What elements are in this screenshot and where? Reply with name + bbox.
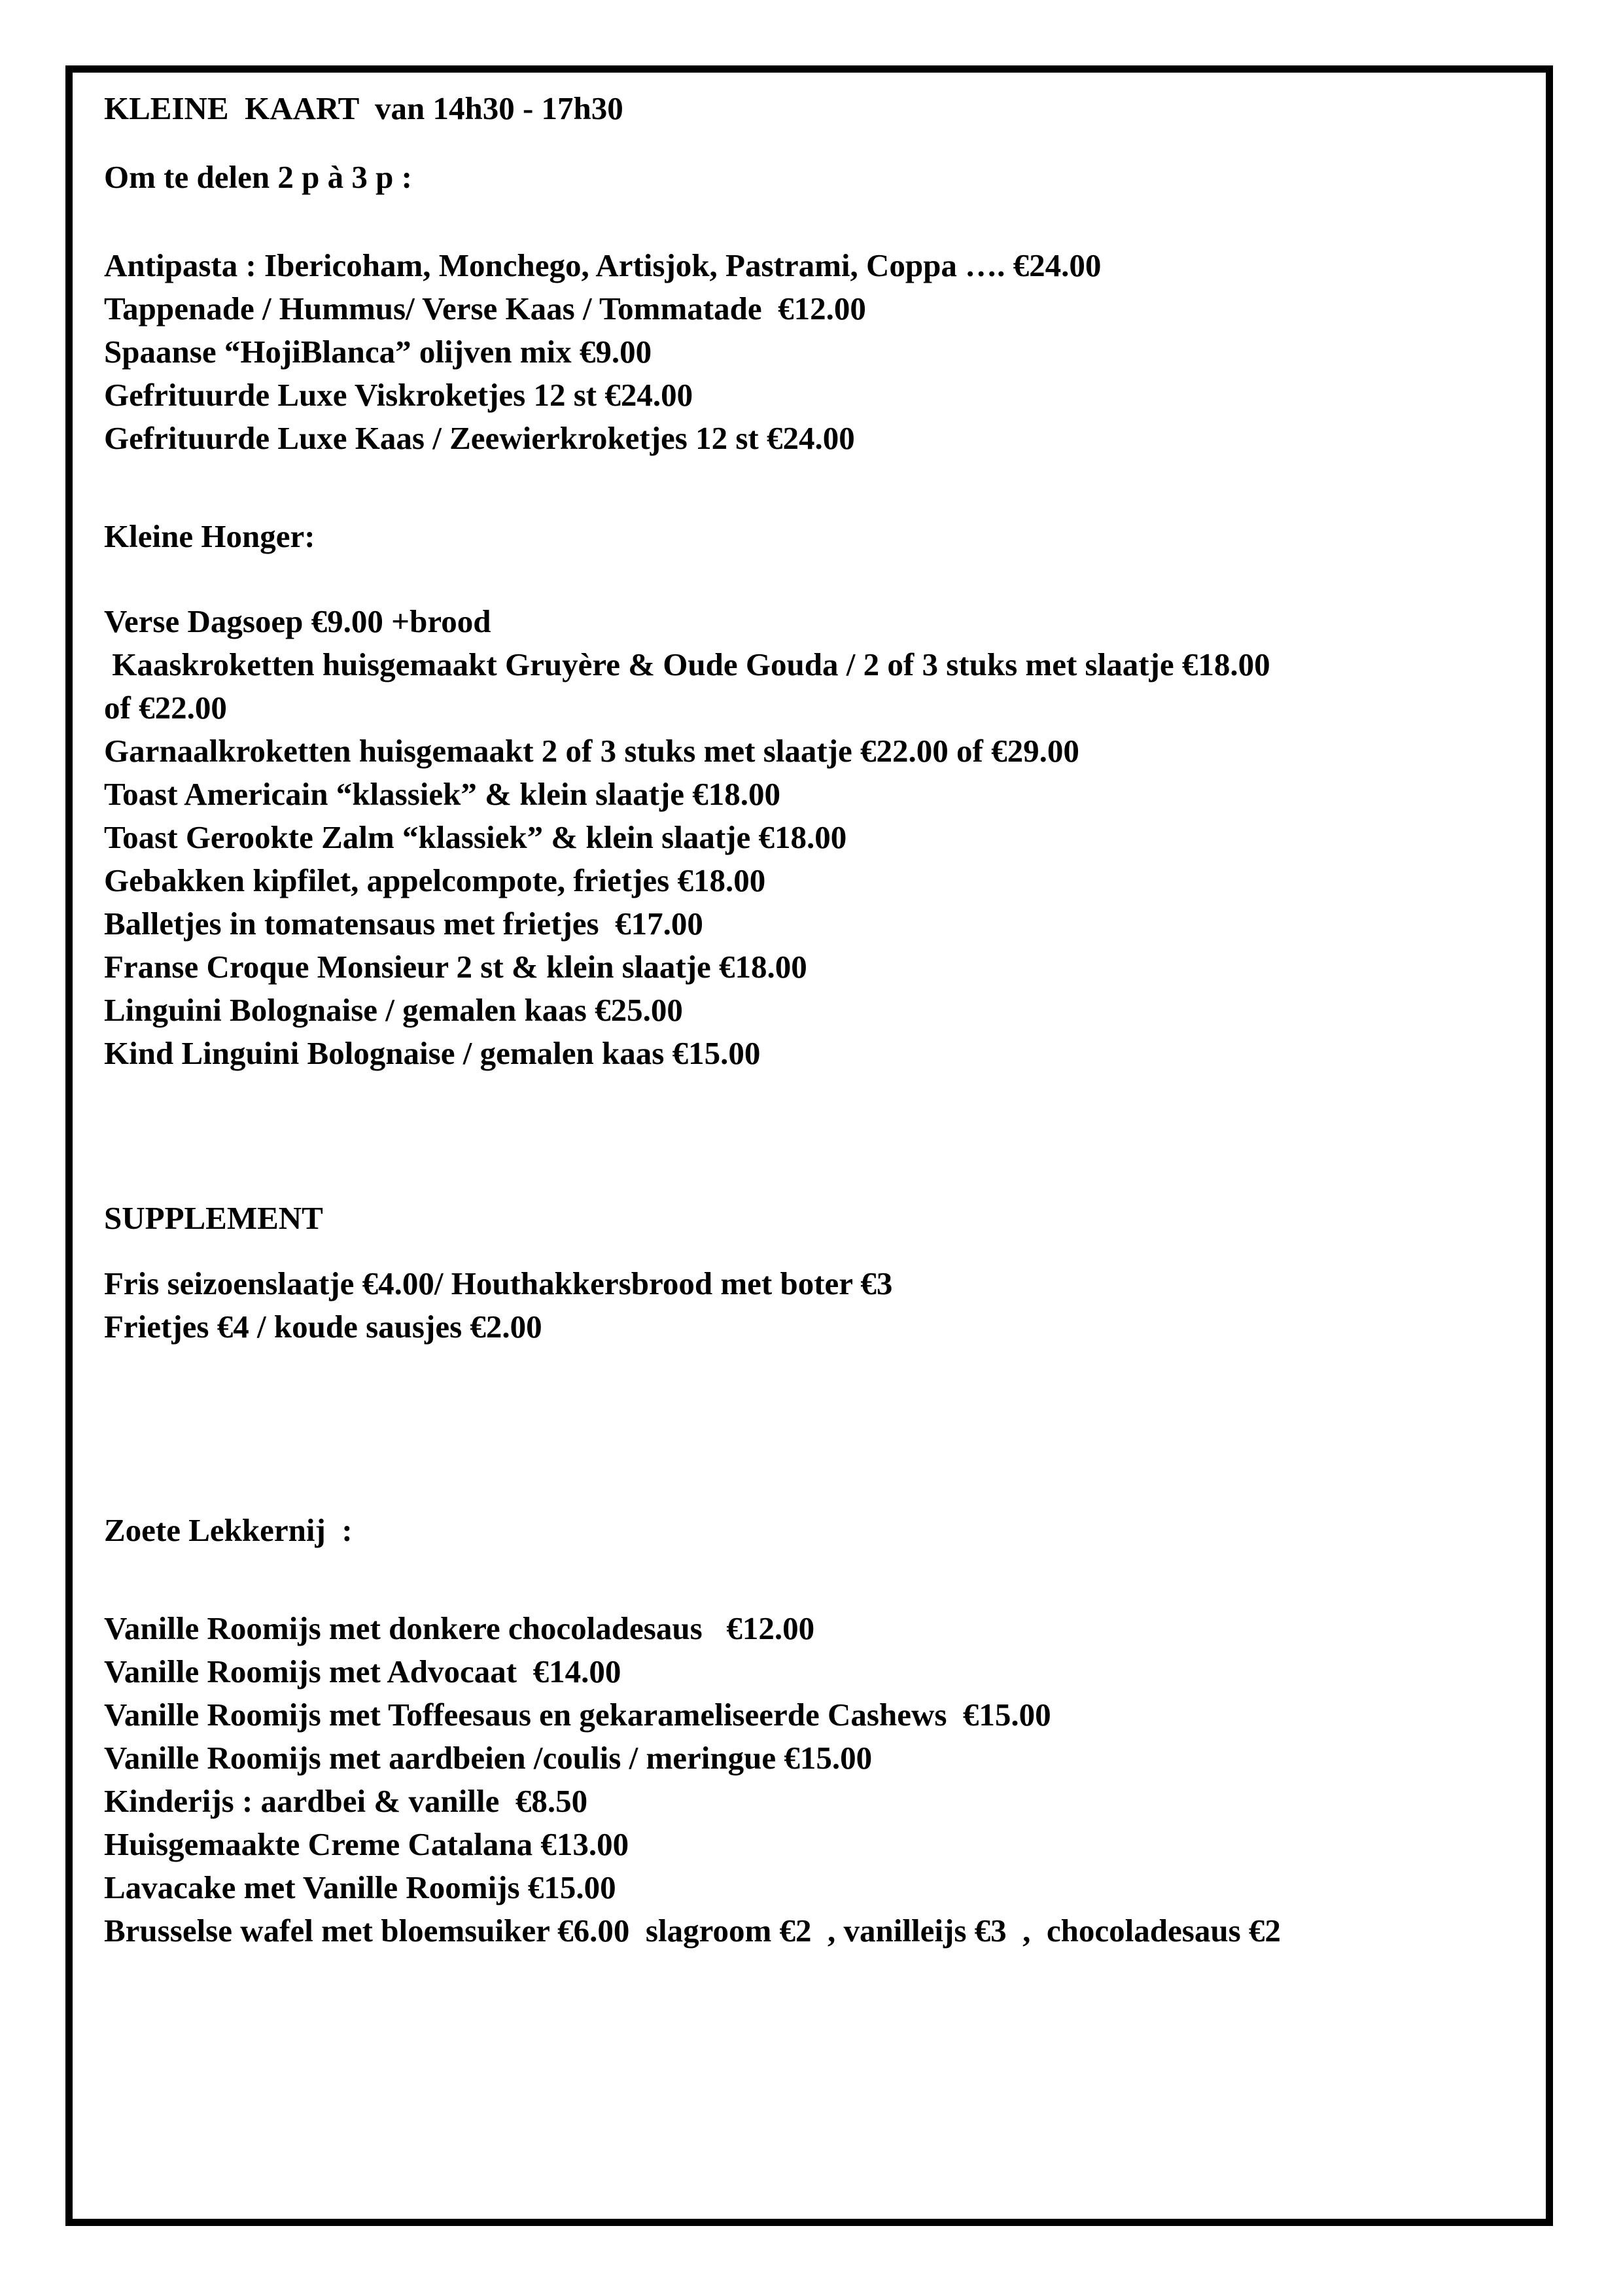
menu-item-zeewierkroketjes: Gefrituurde Luxe Kaas / Zeewierkroketjes 12 st €24.00 xyxy=(104,420,855,456)
menu-item-brusselse-wafel: Brusselse wafel met bloemsuiker €6.00 slagroom €2 , vanilleijs €3 , chocoladesaus €2 xyxy=(104,1913,1281,1949)
menu-item-garnaalkroketten: Garnaalkroketten huisgemaakt 2 of 3 stuks met slaatje €22.00 of €29.00 xyxy=(104,733,1079,769)
menu-item-roomijs-toffeesaus: Vanille Roomijs met Toffeesaus en gekarameliseerde Cashews €15.00 xyxy=(104,1697,1051,1733)
menu-item-toast-americain: Toast Americain “klassiek” & klein slaatje €18.00 xyxy=(104,776,781,812)
menu-item-kinderijs: Kinderijs : aardbei & vanille €8.50 xyxy=(104,1783,588,1819)
section-header-om-te-delen: Om te delen 2 p à 3 p : xyxy=(104,159,412,195)
menu-item-roomijs-chocoladesaus: Vanille Roomijs met donkere chocoladesaus €12.00 xyxy=(104,1610,815,1646)
menu-item-lavacake: Lavacake met Vanille Roomijs €15.00 xyxy=(104,1869,616,1905)
menu-item-antipasta: Antipasta : Ibericoham, Monchego, Artisjok, Pastrami, Coppa …. €24.00 xyxy=(104,247,1102,283)
menu-item-balletjes: Balletjes in tomatensaus met frietjes €17.00 xyxy=(104,906,703,942)
menu-item-creme-catalana: Huisgemaakte Creme Catalana €13.00 xyxy=(104,1826,629,1862)
menu-item-dagsoep: Verse Dagsoep €9.00 +brood xyxy=(104,603,491,639)
menu-item-kind-linguini: Kind Linguini Bolognaise / gemalen kaas €15.00 xyxy=(104,1035,761,1071)
menu-item-kipfilet: Gebakken kipfilet, appelcompote, frietjes €18.00 xyxy=(104,862,766,898)
menu-item-linguini: Linguini Bolognaise / gemalen kaas €25.00 xyxy=(104,992,683,1028)
menu-title: KLEINE KAART van 14h30 - 17h30 xyxy=(104,90,623,126)
section-header-zoete-lekkernij: Zoete Lekkernij : xyxy=(104,1512,353,1548)
menu-border-frame xyxy=(65,65,1553,2226)
menu-item-roomijs-aardbeien: Vanille Roomijs met aardbeien /coulis / meringue €15.00 xyxy=(104,1740,873,1776)
menu-item-kaaskroketten-wrap: of €22.00 xyxy=(104,690,227,726)
menu-item-roomijs-advocaat: Vanille Roomijs met Advocaat €14.00 xyxy=(104,1653,621,1689)
menu-item-tappenade: Tappenade / Hummus/ Verse Kaas / Tommatade €12.00 xyxy=(104,291,866,327)
menu-item-seizoenslaatje: Fris seizoenslaatje €4.00/ Houthakkersbrood met boter €3 xyxy=(104,1265,893,1301)
section-header-supplement: SUPPLEMENT xyxy=(104,1200,323,1236)
menu-item-frietjes: Frietjes €4 / koude sausjes €2.00 xyxy=(104,1309,542,1345)
menu-item-croque: Franse Croque Monsieur 2 st & klein slaatje €18.00 xyxy=(104,949,807,985)
menu-item-viskroketjes: Gefrituurde Luxe Viskroketjes 12 st €24.00 xyxy=(104,377,693,413)
menu-item-olijven: Spaanse “HojiBlanca” olijven mix €9.00 xyxy=(104,334,652,370)
menu-item-toast-zalm: Toast Gerookte Zalm “klassiek” & klein slaatje €18.00 xyxy=(104,819,847,855)
menu-item-kaaskroketten: Kaaskroketten huisgemaakt Gruyère & Oude Gouda / 2 of 3 stuks met slaatje €18.00 xyxy=(104,646,1270,682)
section-header-kleine-honger: Kleine Honger: xyxy=(104,518,315,554)
